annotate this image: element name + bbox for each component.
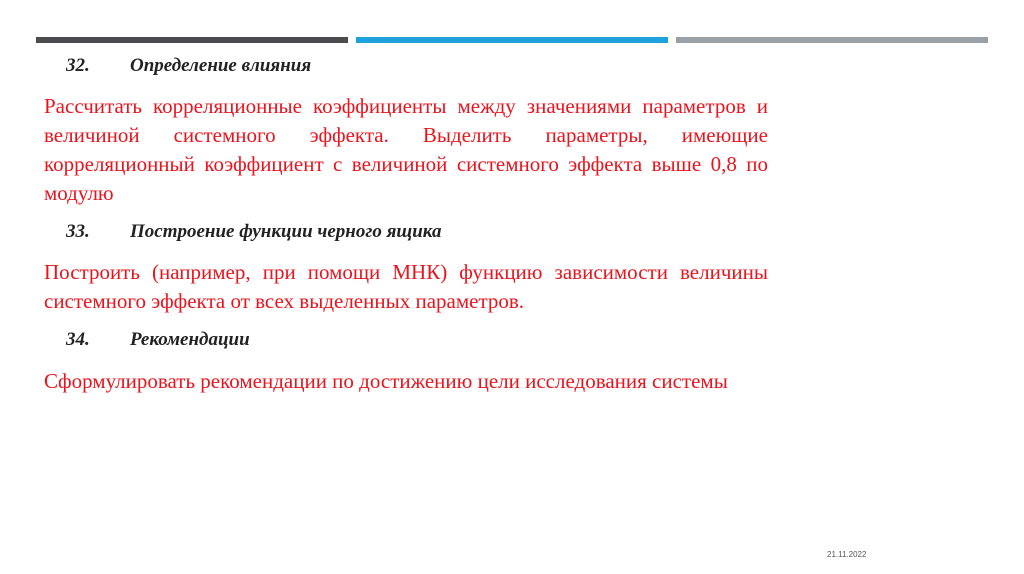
header-bar-gray	[676, 37, 988, 43]
section-text-34: Сформулировать рекомендации по достижению цели исследования системы	[44, 369, 728, 393]
section-heading-34	[66, 326, 768, 354]
section-title: Рекомендации	[130, 329, 250, 350]
section-title: Построение функции черного ящика	[130, 221, 442, 242]
header-bar-blue	[356, 37, 668, 43]
section-title: Определение влияния	[130, 55, 312, 76]
section-heading-33	[66, 218, 768, 246]
section-text-33: Построить (например, при помощи МНК) функцию зависимости величины системного эффекта от всех выделенных параметров.	[44, 260, 768, 313]
section-heading-32	[66, 52, 768, 80]
section-number: 33.	[66, 221, 90, 242]
section-number: 34.	[66, 329, 90, 350]
slide-content	[44, 50, 768, 396]
slide-date: 21.11.2022	[827, 550, 867, 559]
section-text-32: Рассчитать корреляционные коэффициенты между значениями параметров и величиной системного эффекта. Выделить параметры, имеющие корреляционный коэффициент с величиной системного эффекта выше 0,8 по модулю	[44, 94, 768, 205]
header-bar-dark	[36, 37, 348, 43]
section-number: 32.	[66, 55, 90, 76]
